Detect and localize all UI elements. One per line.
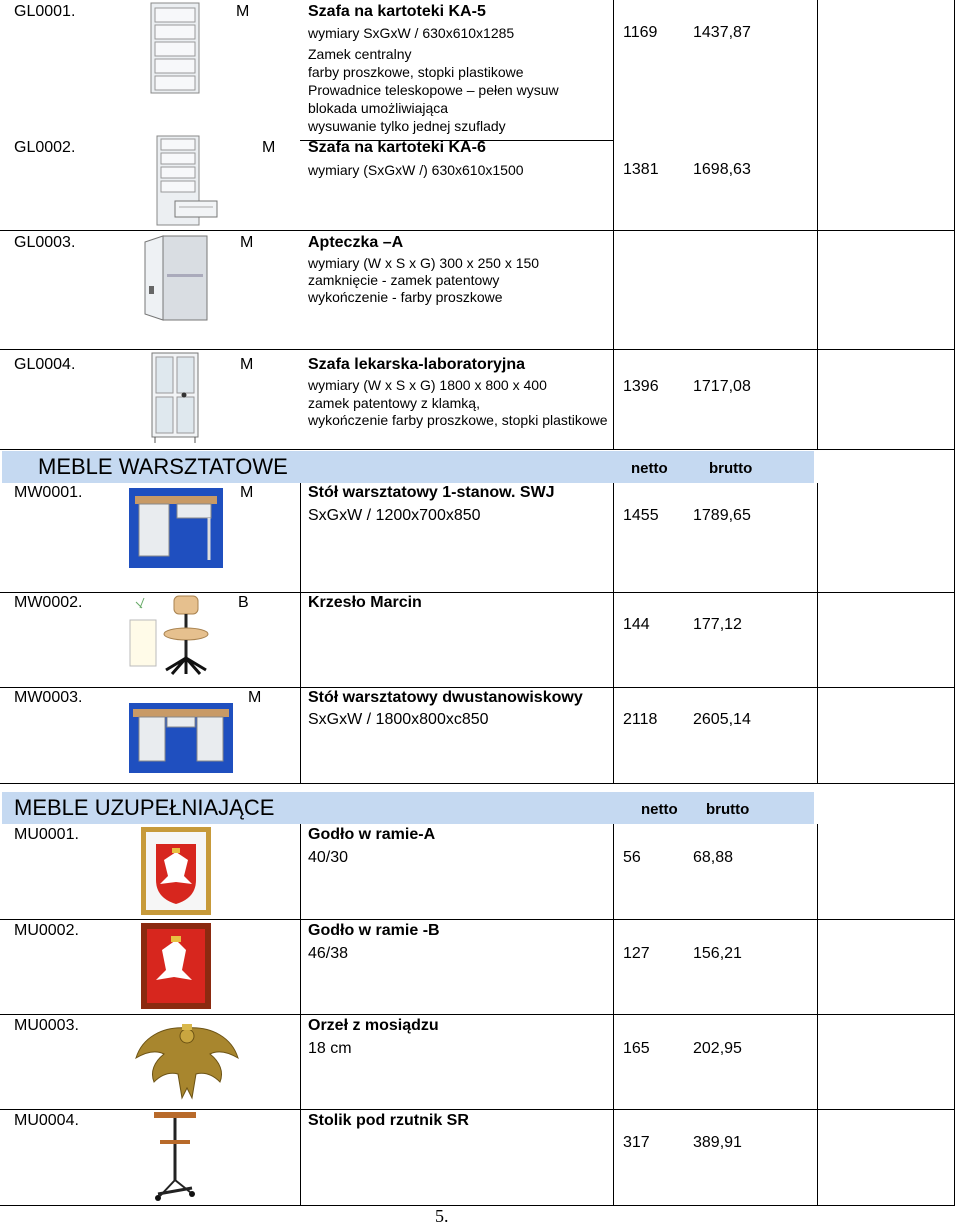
product-title: Szafa na kartoteki KA-6	[308, 139, 486, 156]
product-code: MU0003.	[14, 1017, 79, 1034]
product-category: B	[238, 594, 249, 611]
chair-image	[128, 594, 222, 680]
product-category: M	[248, 689, 262, 706]
product-detail: zamknięcie - zamek patentowy	[308, 272, 500, 288]
page-number: 5.	[435, 1206, 449, 1226]
product-title: Szafa lekarska-laboratoryjna	[308, 356, 525, 373]
column-brutto: brutto	[709, 460, 753, 477]
open-filing-cabinet-image	[155, 135, 220, 227]
price-brutto: 1717,08	[693, 378, 751, 395]
price-netto: 2118	[623, 711, 658, 728]
price-brutto: 2605,14	[693, 711, 751, 728]
filing-cabinet-image	[150, 2, 200, 94]
price-netto: 317	[623, 1134, 650, 1151]
price-netto: 56	[623, 849, 641, 866]
product-detail: 46/38	[308, 945, 349, 962]
product-category: M	[236, 3, 250, 20]
product-title: Szafa na kartoteki KA-5	[308, 3, 486, 20]
price-netto: 144	[623, 616, 650, 633]
product-code: GL0003.	[14, 234, 76, 251]
price-netto: 165	[623, 1040, 650, 1057]
double-workbench-image	[129, 703, 233, 773]
product-title: Apteczka –A	[308, 234, 404, 251]
product-title: Stolik pod rzutnik SR	[308, 1112, 469, 1129]
product-code: MW0001.	[14, 484, 83, 501]
product-code: GL0001.	[14, 3, 76, 20]
product-title: Stół warsztatowy 1-stanow. SWJ	[308, 484, 555, 501]
section-title: MEBLE UZUPEŁNIAJĄCE	[14, 795, 275, 820]
product-detail: wysuwanie tylko jednej szuflady	[308, 118, 506, 134]
product-title: Stół warsztatowy dwustanowiskowy	[308, 689, 583, 706]
product-category: M	[240, 234, 254, 251]
product-detail: wymiary SxGxW / 630x610x1285	[308, 25, 515, 41]
price-brutto: 68,88	[693, 849, 734, 866]
product-code: MW0003.	[14, 689, 83, 706]
product-title: Godło w ramie-A	[308, 826, 436, 843]
price-brutto: 156,21	[693, 945, 742, 962]
price-brutto: 177,12	[693, 616, 742, 633]
column-brutto: brutto	[706, 801, 750, 818]
price-brutto: 1698,63	[693, 161, 751, 178]
product-detail: SxGxW / 1200x700x850	[308, 507, 481, 524]
price-brutto: 389,91	[693, 1134, 742, 1151]
column-netto: netto	[631, 460, 668, 477]
product-code: MW0002.	[14, 594, 83, 611]
glass-cabinet-image	[150, 352, 202, 444]
product-code: GL0002.	[14, 139, 76, 156]
price-brutto: 202,95	[693, 1040, 742, 1057]
product-title: Orzeł z mosiądzu	[308, 1017, 439, 1034]
brass-eagle-image	[132, 1018, 242, 1104]
price-netto: 1396	[623, 378, 659, 395]
product-code: MU0001.	[14, 826, 79, 843]
workbench-image	[129, 488, 223, 568]
emblem-wood-frame-image	[140, 922, 212, 1010]
price-netto: 1455	[623, 507, 659, 524]
emblem-gold-frame-image	[140, 826, 212, 916]
price-brutto: 1437,87	[693, 24, 751, 41]
product-category: M	[240, 356, 254, 373]
product-detail: blokada umożliwiająca	[308, 100, 449, 116]
product-title: Krzesło Marcin	[308, 594, 422, 611]
product-detail: wymiary (W x S x G) 1800 x 800 x 400	[308, 377, 547, 393]
price-netto: 1381	[623, 161, 659, 178]
product-detail: wykończenie - farby proszkowe	[308, 289, 503, 305]
product-category: M	[262, 139, 276, 156]
product-code: GL0004.	[14, 356, 76, 373]
column-netto: netto	[641, 801, 678, 818]
price-netto: 1169	[623, 24, 658, 41]
product-detail: farby proszkowe, stopki plastikowe	[308, 64, 524, 80]
price-netto: 127	[623, 945, 650, 962]
product-detail: SxGxW / 1800x800xc850	[308, 711, 489, 728]
product-code: MU0004.	[14, 1112, 79, 1129]
section-title: MEBLE WARSZTATOWE	[38, 454, 288, 479]
price-brutto: 1789,65	[693, 507, 751, 524]
product-detail: 40/30	[308, 849, 349, 866]
projector-stand-image	[150, 1110, 200, 1202]
product-title: Godło w ramie -B	[308, 922, 440, 939]
product-detail: zamek patentowy z klamką,	[308, 395, 480, 411]
section-header-workshop	[2, 451, 814, 483]
product-detail: Zamek centralny	[308, 46, 412, 62]
product-detail: wykończenie farby proszkowe, stopki plastikowe	[308, 412, 608, 428]
product-detail: 18 cm	[308, 1040, 352, 1057]
product-detail: wymiary (W x S x G) 300 x 250 x 150	[308, 255, 540, 271]
product-detail: Prowadnice teleskopowe – pełen wysuw	[308, 82, 559, 98]
product-detail: wymiary (SxGxW /) 630x610x1500	[308, 162, 524, 178]
first-aid-cabinet-image	[141, 234, 209, 322]
product-code: MU0002.	[14, 922, 79, 939]
section-header-extra	[2, 792, 814, 824]
product-category: M	[240, 484, 254, 501]
